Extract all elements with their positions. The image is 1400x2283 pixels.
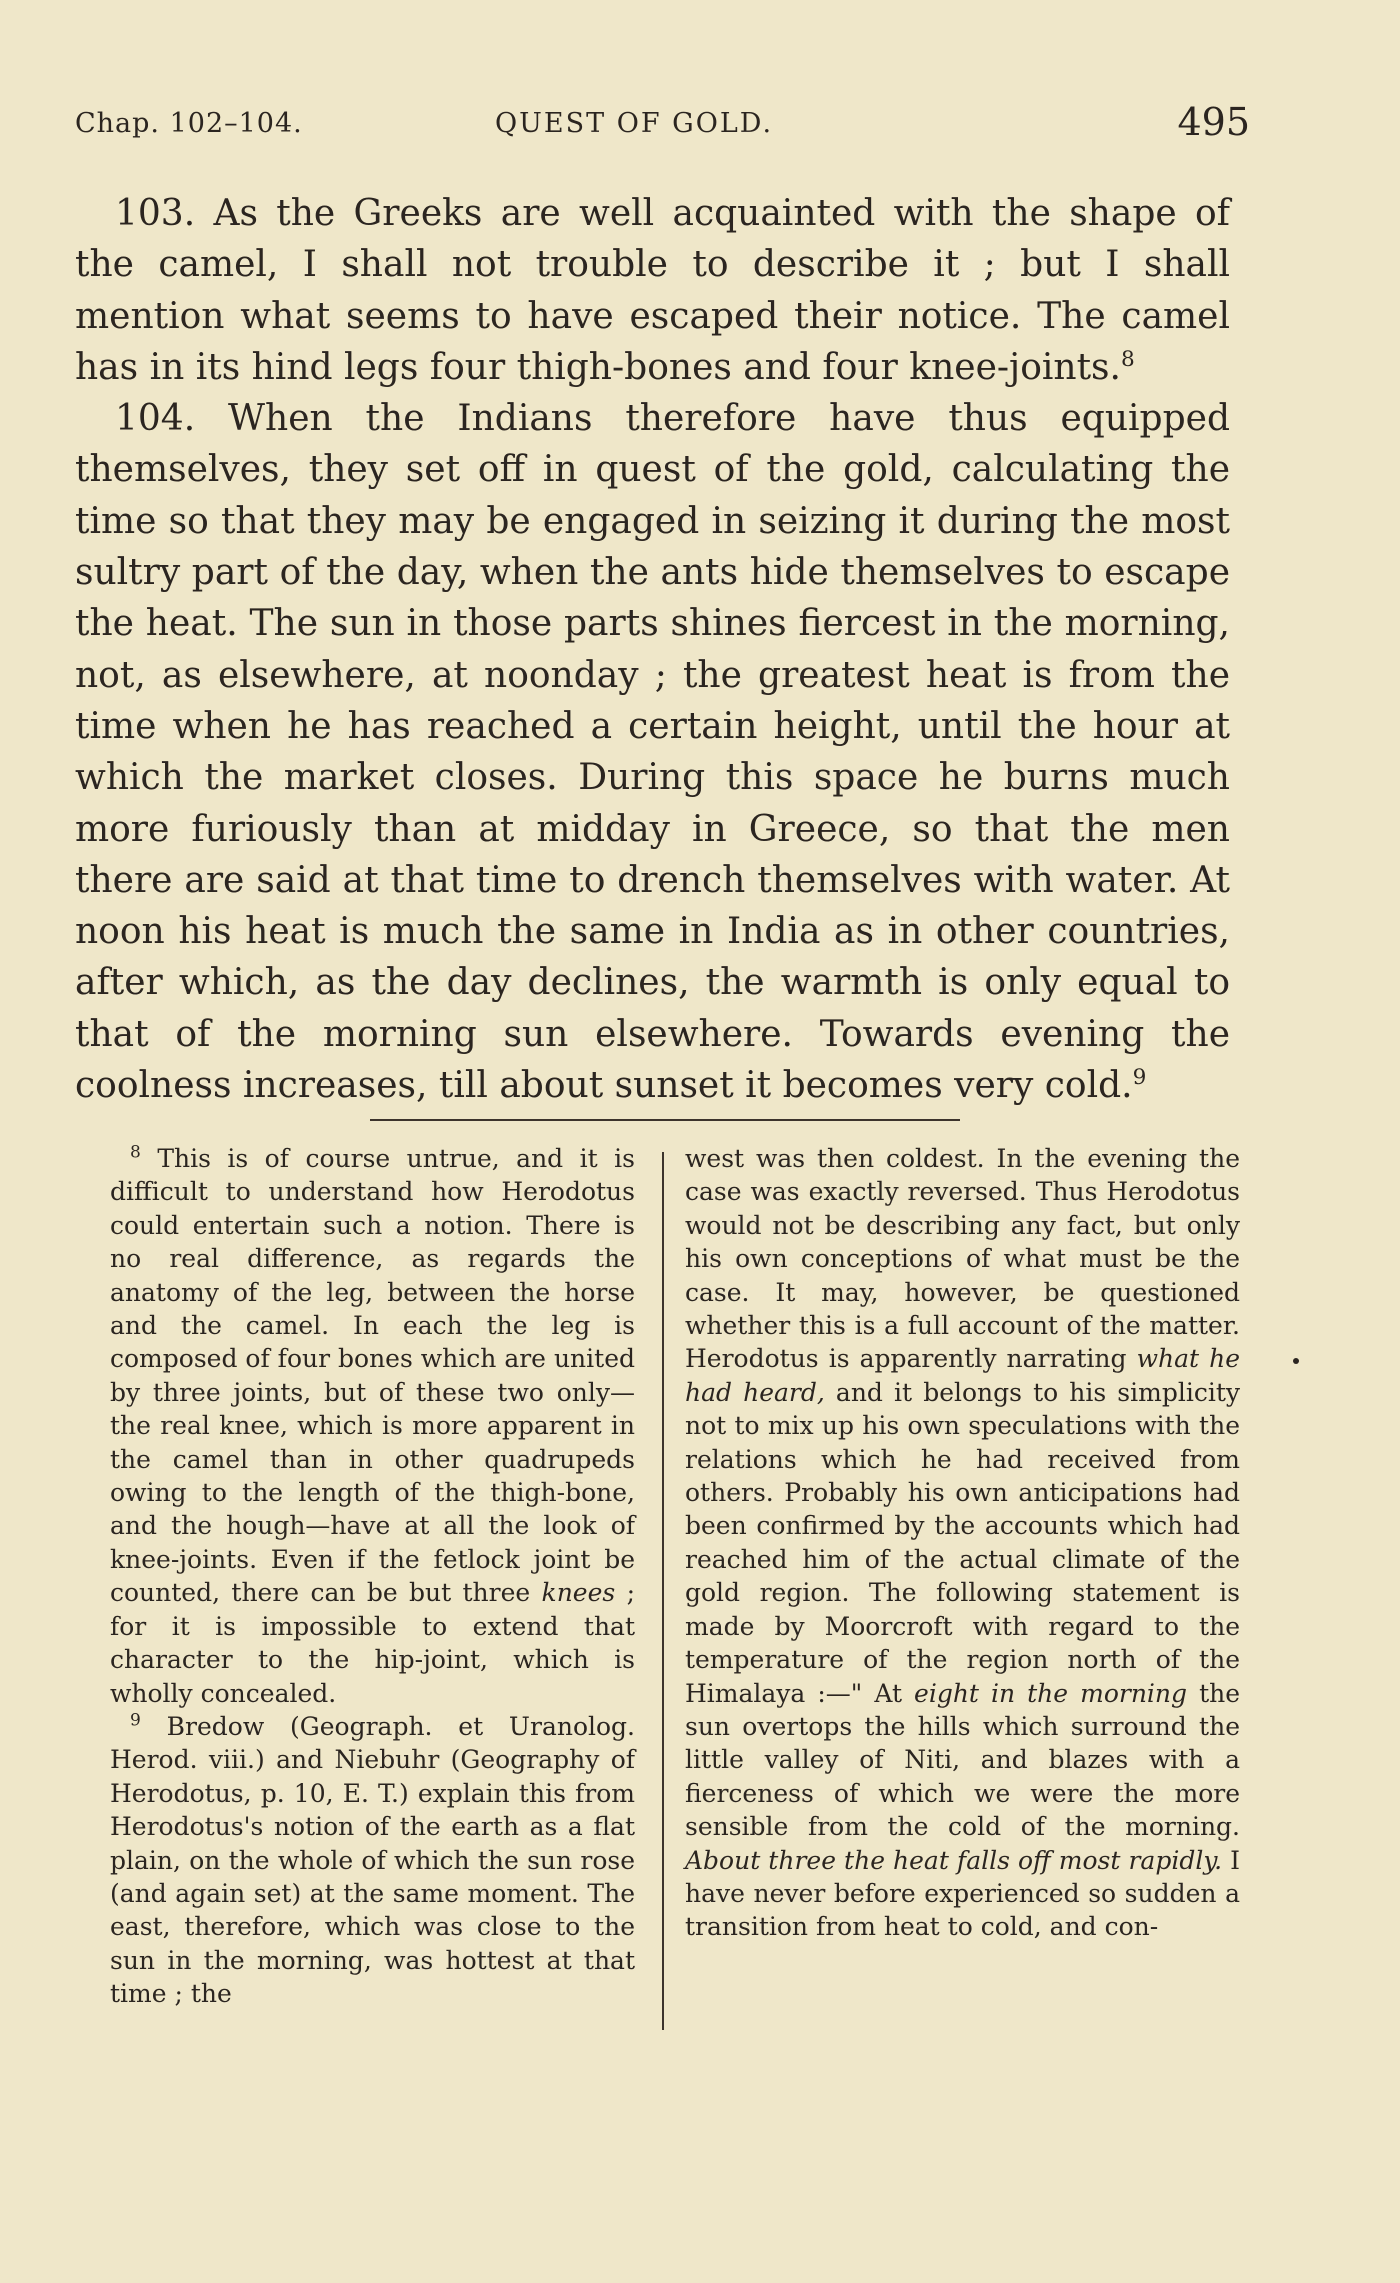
footnote-ref-8: 8 xyxy=(1120,346,1135,372)
footnote-9-cont-italic-3: About three the heat falls off most rapidly. xyxy=(685,1845,1223,1875)
footnote-9-cont-text-1: west was then coldest. In the evening the case was exactly reversed. Thus Herodotus would not be describing any fact, but only his own conceptions of what must be the case. It may, however, be questioned whether this is a full account of the matter. Herodotus is apparently narrating xyxy=(685,1144,1240,1374)
footnote-9-text-1: Bredow (Geograph. et Uranolog. Herod. viii.) and Niebuhr (Geography of Herodotus, p. 10, E. T.) explain this from Herodotus's notion of the earth as a flat plain, on the whole of which the sun rose (and again set) at the same moment. The east, therefore, which was close to the sun in the morning, was hottest at that time ; the xyxy=(110,1711,636,2009)
footnote-separator-rule xyxy=(370,1119,960,1121)
footnotes xyxy=(110,1142,1240,2042)
footnote-9-number: 9 xyxy=(130,1710,141,1731)
footnote-column-left xyxy=(110,1142,635,2011)
column-divider xyxy=(662,1152,664,2030)
footnote-8-text-2: ; for it is impossible to extend that character to the hip-joint, which is wholly concealed. xyxy=(110,1578,636,1708)
chapter-reference: Chap. 102–104. xyxy=(75,108,303,139)
paragraph-103-text: 103. As the Greeks are well acquainted with the shape of the camel, I shall not trouble to describe it ; but I shall mention what seems to have escaped their notice. The camel has in its hind legs four thigh-bones and four knee-joints. xyxy=(75,193,1230,388)
footnote-8 xyxy=(110,1142,635,1710)
footnote-9 xyxy=(110,1710,635,2011)
running-title: QUEST OF GOLD. xyxy=(495,108,774,139)
footnote-8-italic-1: knees xyxy=(541,1578,616,1608)
footnote-8-number: 8 xyxy=(130,1142,141,1163)
footnote-9-cont-italic-1: what he had heard, xyxy=(685,1344,1241,1407)
footnote-column-right xyxy=(685,1142,1240,1944)
main-text xyxy=(75,188,1230,1111)
running-header xyxy=(75,100,1250,150)
footnote-ref-9: 9 xyxy=(1132,1065,1147,1091)
paragraph-103 xyxy=(75,188,1230,393)
footnote-9-cont-text-4: I have never before experienced so sudden a transition from heat to cold, and con- xyxy=(685,1845,1241,1942)
footnote-9-cont-italic-2: eight in the morning xyxy=(914,1678,1188,1708)
paragraph-104 xyxy=(75,393,1230,1111)
footnote-8-text-1: This is of course untrue, and it is difficult to understand how Herodotus could entertain such a notion. There is no real difference, as regards the anatomy of the leg, between the horse and the camel. In each the leg is composed of four bones which are united by three joints, but of these two only—the real knee, which is more apparent in the camel than in other quadrupeds owing to the length of the thigh-bone, and the hough—have at all the look of knee-joints. Even if the fetlock joint be counted, there can be but three xyxy=(110,1144,635,1608)
footnote-9-cont-text-3: the sun overtops the hills which surround the little valley of Niti, and blazes with a fierceness of which we were the more sensible from the cold of the morning. xyxy=(685,1678,1241,1842)
page-number: 495 xyxy=(1177,100,1250,144)
paragraph-104-text: 104. When the Indians therefore have thus equipped themselves, they set off in quest of the gold, calculating the time so that they may be engaged in seizing it during the most sultry part of the day, when the ants hide themselves to escape the heat. The sun in those parts shines fiercest in the morning, not, as elsewhere, at noonday ; the greatest heat is from the time when he has reached a certain height, until the hour at which the market closes. During this space he burns much more furiously than at midday in Greece, so that the men there are said at that time to drench themselves with water. At noon his heat is much the same in India as in other countries, after which, as the day declines, the warmth is only equal to that of the morning sun elsewhere. Towards evening the coolness increases, till about sunset it becomes very cold. xyxy=(75,398,1230,1107)
footnote-9-continued xyxy=(685,1142,1240,1944)
footnote-9-cont-text-2: and it belongs to his simplicity not to mix up his own speculations with the relations which he had received from others. Probably his own anticipations had been confirmed by the accounts which had reached him of the actual climate of the gold region. The following statement is made by Moorcroft with regard to the temperature of the region north of the Himalaya :—" At xyxy=(685,1377,1240,1708)
ink-speck xyxy=(1293,1358,1299,1364)
